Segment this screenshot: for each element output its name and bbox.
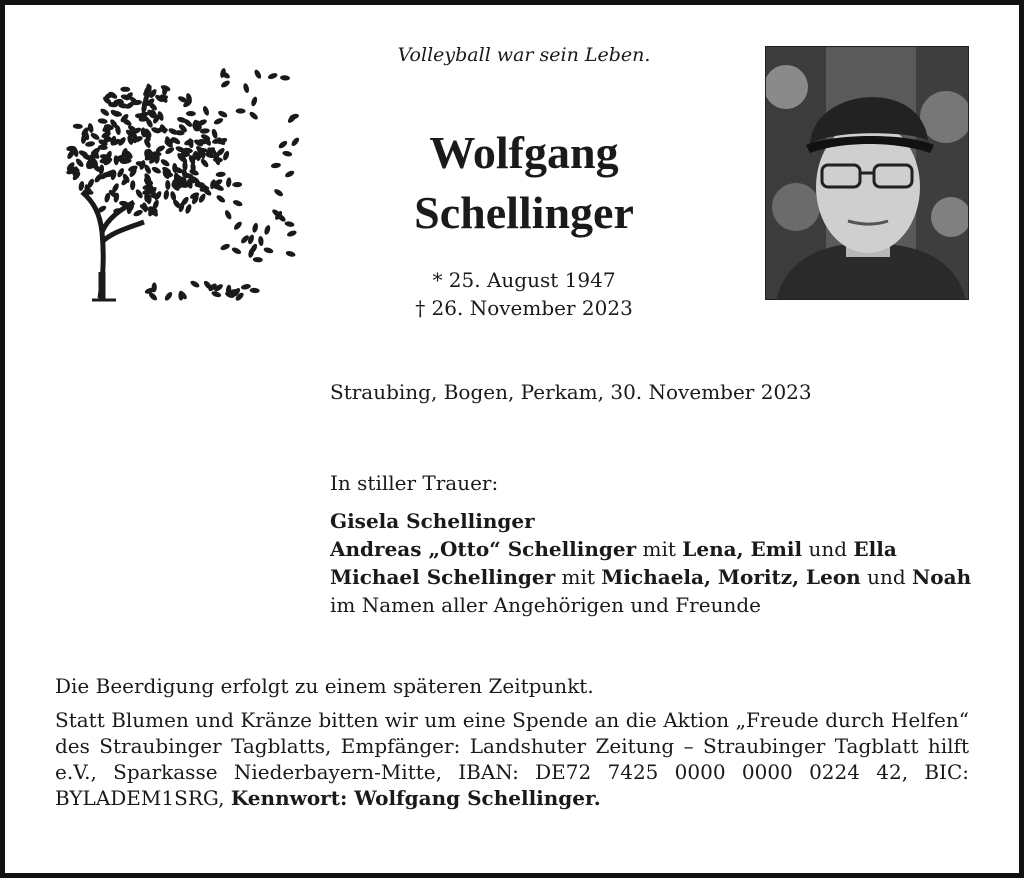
leaf xyxy=(253,257,263,263)
leaf xyxy=(164,146,175,156)
leaf xyxy=(215,171,225,177)
leaf xyxy=(165,180,171,190)
leaf xyxy=(215,194,226,204)
mourning-block xyxy=(330,469,971,619)
leaf xyxy=(253,69,262,80)
portrait-photo xyxy=(765,46,969,300)
leaf xyxy=(232,199,243,207)
leaf xyxy=(97,118,108,125)
funeral-note: Die Beerdigung erfolgt zu einem späteren Zeitpunkt. xyxy=(55,674,594,698)
leaf xyxy=(285,250,296,258)
leaf xyxy=(99,107,110,117)
leaf xyxy=(242,83,250,94)
bottom-text xyxy=(55,673,969,811)
leaf xyxy=(163,189,170,200)
leaf xyxy=(233,220,244,231)
leaf xyxy=(211,128,219,139)
leaf xyxy=(85,141,96,148)
leaf xyxy=(151,166,162,175)
donation-keyword: Kennwort: Wolfgang Schellinger. xyxy=(230,786,601,810)
leaf xyxy=(189,279,200,289)
leaf xyxy=(282,150,293,157)
deceased-name xyxy=(324,123,724,243)
leaf xyxy=(186,111,196,116)
leaf xyxy=(178,291,183,301)
leaf xyxy=(132,209,143,218)
leaf xyxy=(220,243,231,252)
leaf xyxy=(87,123,94,134)
leaf xyxy=(290,136,300,147)
leaf xyxy=(258,236,264,246)
mourner-1: Gisela Schellinger xyxy=(330,509,535,533)
leaf xyxy=(220,79,231,89)
leaf xyxy=(286,229,297,237)
mourner-3: Michael Schellinger mit Michaela, Moritz, Leon und Noah xyxy=(330,565,972,589)
donation-text: Statt Blumen und Kränze bitten wir um eine Spende an die Aktion „Freude durch Helfen“ des Straubinger Tagblatts, Empfänger: Landshuter Zeitung – Straubinger Tagblatt hilft e.V., Sparkasse Niederbayern-Mitte, IBAN: DE72 7425 0000 0000 0224 42, BIC: BYLADEM1SRG, Kennwort: Wolfgang Schellinger. xyxy=(55,708,969,810)
leaf xyxy=(231,246,242,255)
leaf xyxy=(232,182,242,188)
leaf xyxy=(73,123,83,129)
leaf xyxy=(273,188,284,198)
leaf xyxy=(160,158,171,168)
leaf xyxy=(263,247,274,255)
tree-illustration xyxy=(52,42,306,306)
leaf xyxy=(250,96,258,107)
leaf xyxy=(120,87,130,92)
leaf xyxy=(184,203,192,214)
leaf xyxy=(199,157,209,168)
leaf xyxy=(250,288,260,294)
leaf xyxy=(217,109,228,118)
leaf xyxy=(284,221,295,228)
birth-date: * 25. August 1947 xyxy=(432,268,616,292)
place-date: Straubing, Bogen, Perkam, 30. November 2023 xyxy=(330,380,812,404)
leaf xyxy=(277,139,288,149)
leaf xyxy=(271,162,282,169)
mourner-2: Andreas „Otto“ Schellinger mit Lena, Emil und Ella xyxy=(330,537,897,561)
first-name: Wolfgang xyxy=(429,127,619,178)
leaf xyxy=(284,169,295,178)
mourner-4: im Namen aller Angehörigen und Freunde xyxy=(330,593,761,617)
leaf xyxy=(252,222,259,233)
leaf xyxy=(263,224,271,235)
leaf xyxy=(267,72,278,80)
last-name: Schellinger xyxy=(414,187,634,238)
leaf xyxy=(224,209,233,220)
motto: Volleyball war sein Leben. xyxy=(397,44,651,66)
leaf xyxy=(226,177,232,188)
death-date: † 26. November 2023 xyxy=(415,296,633,320)
leaf xyxy=(248,110,259,120)
leaf xyxy=(130,180,136,190)
life-dates xyxy=(324,266,724,322)
mourning-label: In stiller Trauer: xyxy=(330,471,499,495)
leaf xyxy=(163,291,173,302)
leaf xyxy=(78,181,85,192)
leaf xyxy=(202,105,210,116)
leaf xyxy=(240,283,251,290)
leaf xyxy=(213,117,224,126)
leaf xyxy=(236,108,246,113)
leaf xyxy=(280,75,290,81)
